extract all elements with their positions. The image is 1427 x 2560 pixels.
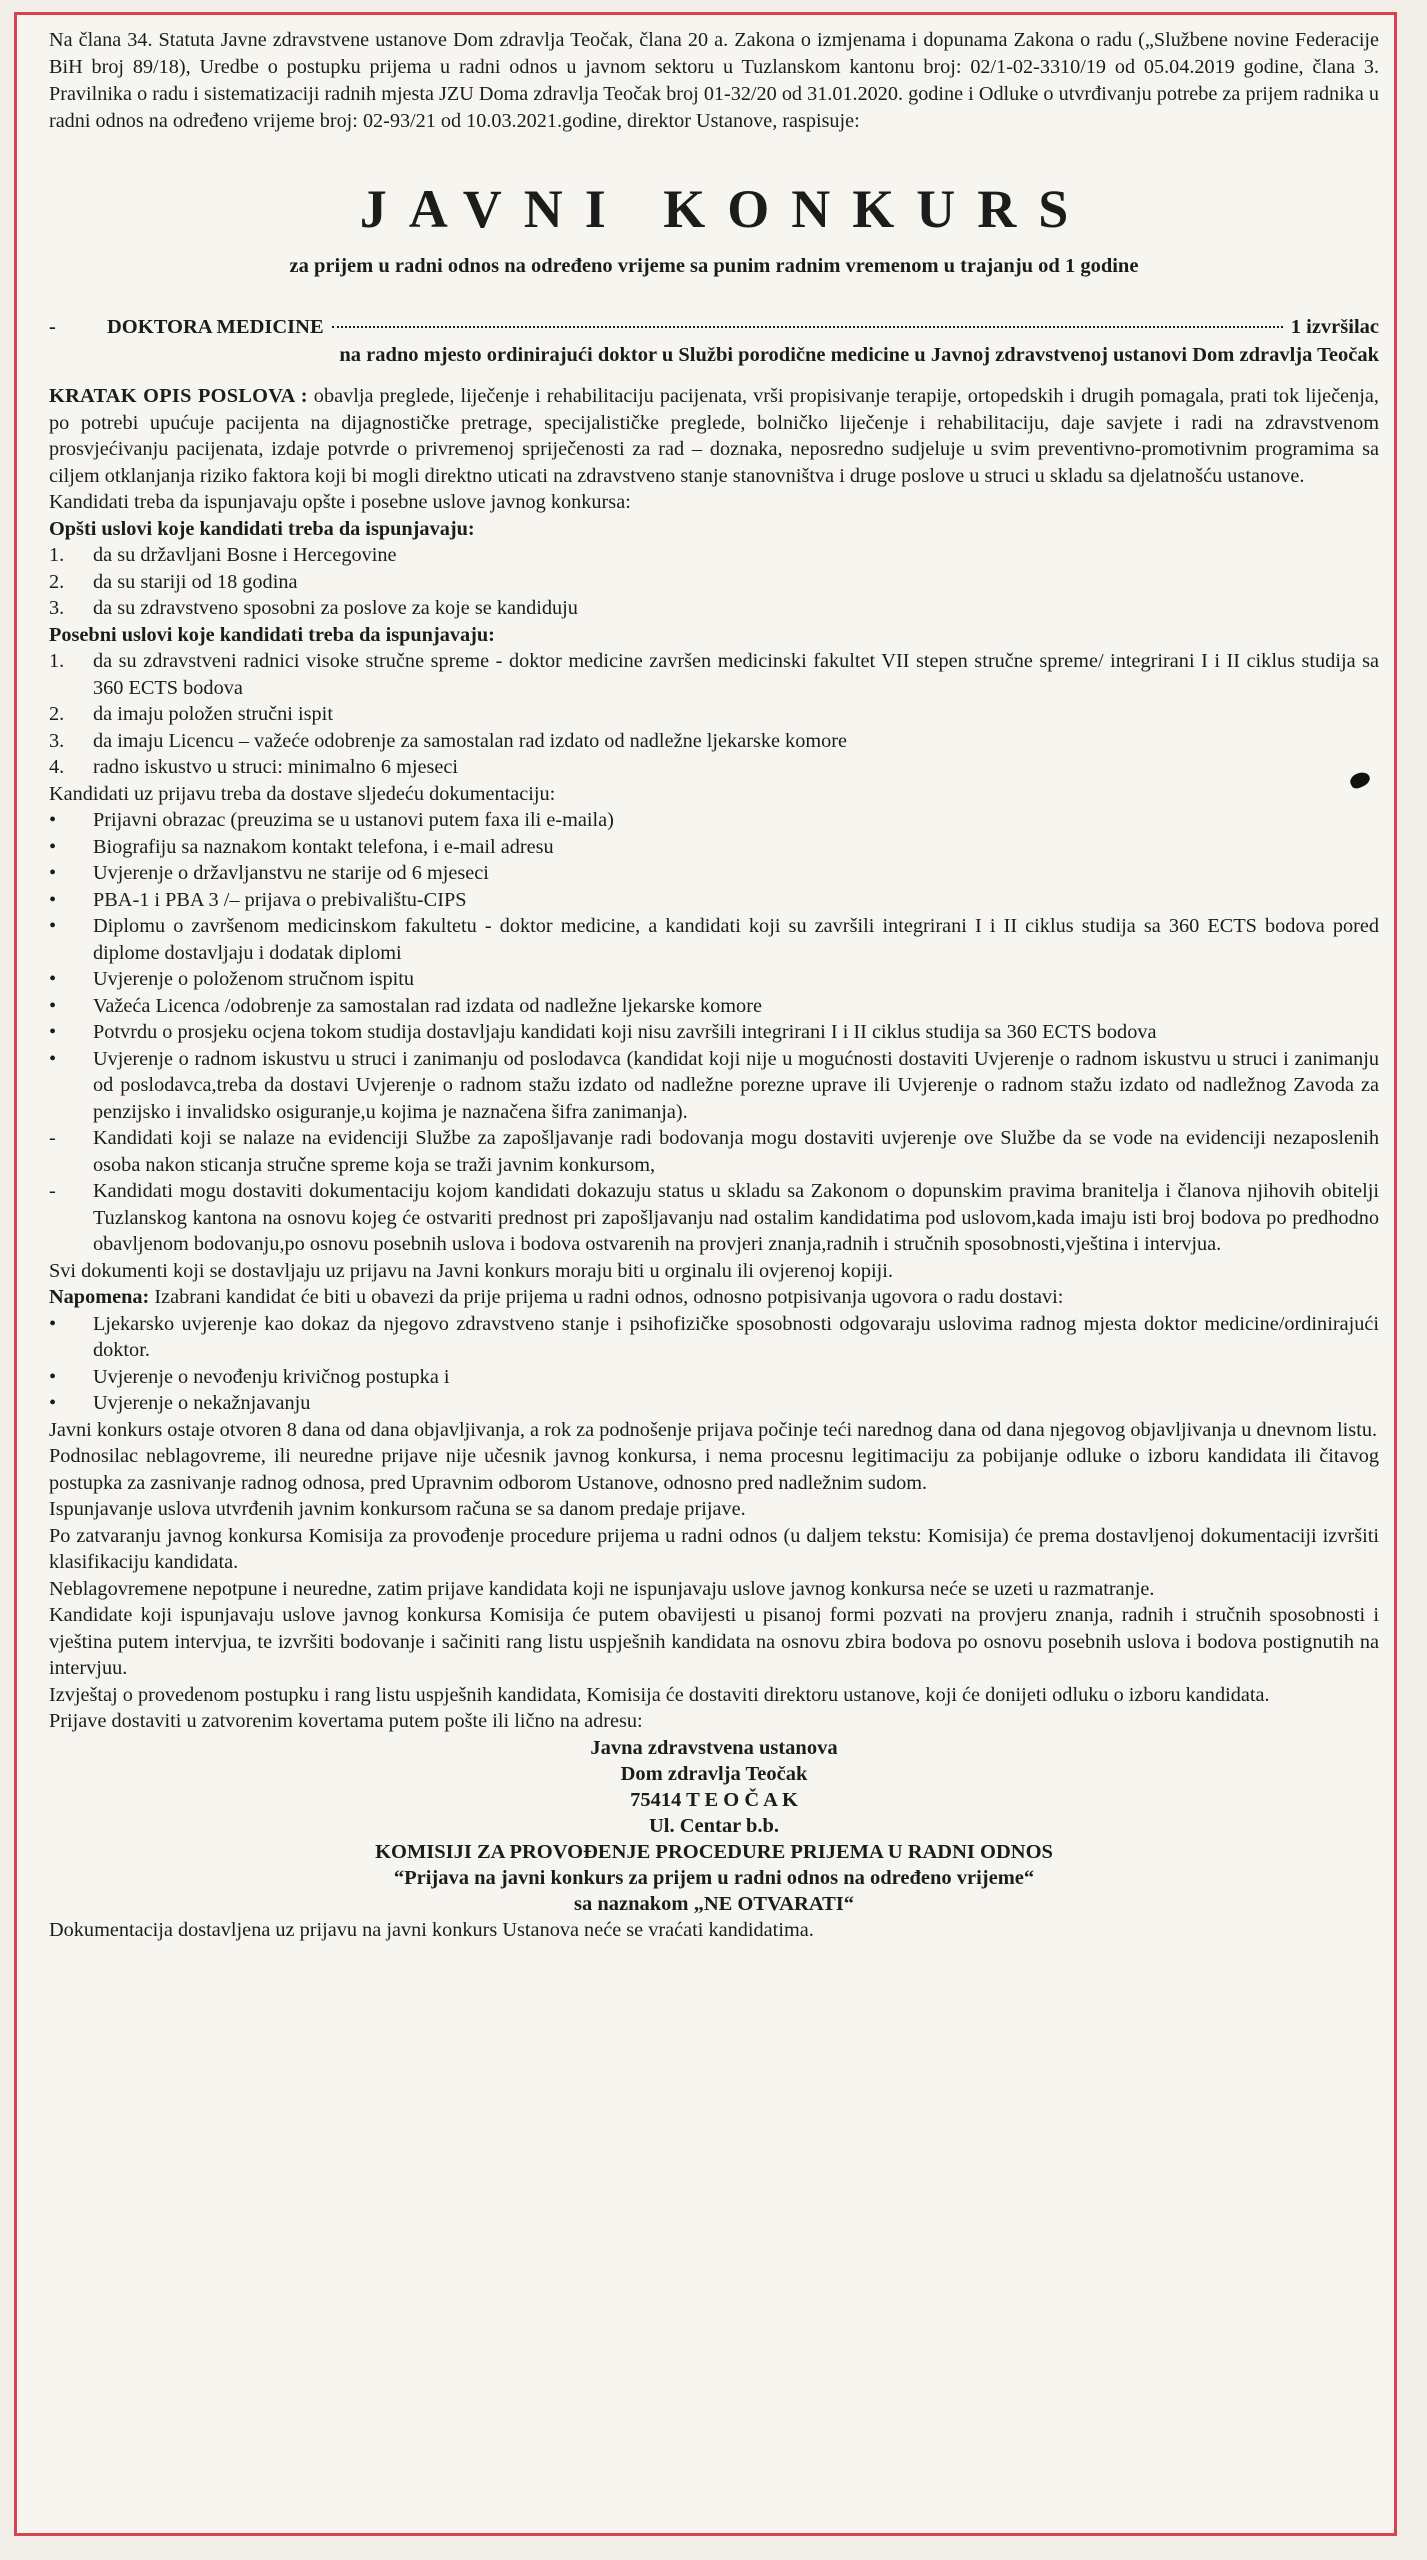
position-dash: -	[49, 316, 56, 338]
remark	[49, 1284, 1379, 1311]
list-marker: -	[49, 1180, 56, 1202]
special-condition-item	[49, 754, 1379, 781]
special-conditions-heading: Posebni uslovi koje kandidati treba da ispunjavaju:	[49, 623, 495, 646]
list-item-text: da su zdravstveni radnici visoke stručne spreme - doktor medicine završen medicinski fakultet VII stepen stručne spreme/ integrirani I i II ciklus studija sa 360 ECTS bodova	[93, 650, 1379, 699]
general-condition-item	[49, 542, 1379, 569]
procedure-paragraph: Izvještaj o provedenom postupku i rang listu uspješnih kandidata, Komisija će dostaviti direktoru ustanove, koji će donijeti odluku o izboru kandidata.	[49, 1683, 1270, 1706]
list-marker: •	[49, 1047, 57, 1070]
list-item-text: Uvjerenje o radnom iskustvu u struci i zanimanju od poslodavca (kandidat koji nije u mogućnosti dostaviti Uvjerenje o radnom iskustvu u struci i zanimanju od poslodavca,treba da dostavi Uvjerenje o radnom stažu izdato od nadležne porezne uprave ili Uvjerenje o radnom stažu izdato od nadležnog Zavoda za penzijsko i invalidsko osiguranje,u kojima je naznačena šifra zanimanja).	[93, 1047, 1379, 1123]
announcement-content	[49, 27, 1379, 1943]
announcement-frame	[14, 12, 1397, 2536]
document-item	[49, 913, 1379, 966]
document-item	[49, 1125, 1379, 1178]
list-item-text: da imaju Licencu – važeće odobrenje za samostalan rad izdato od nadležne ljekarske komore	[93, 729, 848, 752]
list-item-text: Ljekarsko uvjerenje kao dokaz da njegovo zdravstveno stanje i psihofizičke sposobnosti odgovaraju uslovima radnog mjesta doktor medicine/ordinirajući doktor.	[93, 1312, 1379, 1361]
announcement-title: JAVNI KONKURS	[359, 179, 1091, 239]
general-conditions-list	[49, 542, 1379, 622]
list-item-text: Uvjerenje o nevođenju krivičnog postupka i	[93, 1365, 450, 1388]
list-item-text: da imaju položen stručni ispit	[93, 703, 333, 725]
procedure-paragraph: Po zatvaranju javnog konkursa Komisija za provođenje procedure prijema u radni odnos (u daljem tekstu: Komisija) će prema dostavljenoj dokumentaciji izvršiti klasifikaciju kandidata.	[49, 1524, 1379, 1573]
documents-intro: Kandidati uz prijavu treba da dostave sljedeću dokumentaciju:	[49, 782, 556, 805]
position-description: na radno mjesto ordinirajući doktor u Službi porodične medicine u Javnoj zdravstvenoj ustanovi Dom zdravlja Teočak	[339, 344, 1379, 366]
list-item-text: Potvrdu o prosjeku ocjena tokom studija dostavljaju kandidati koji nisu završili integrirani I i II ciklus studija sa 360 ECTS bodova	[93, 1021, 1157, 1043]
documents-list	[49, 807, 1379, 1258]
list-item-text: radno iskustvo u struci: minimalno 6 mjeseci	[93, 756, 459, 778]
list-marker: •	[49, 1312, 57, 1335]
commission-line: KOMISIJI ZA PROVOĐENJE PROCEDURE PRIJEMA U RADNI ODNOS	[375, 1840, 1053, 1863]
document-item	[49, 887, 1379, 914]
document-item	[49, 834, 1379, 861]
document-item	[49, 1019, 1379, 1046]
list-marker: -	[49, 1127, 56, 1149]
position-count: 1 izvršilac	[1290, 316, 1379, 338]
procedure-paragraph: Kandidate koji ispunjavaju uslove javnog konkursa Komisija će putem obavijesti u pisanoj formi pozvati na provjeru znanja, radnih i stručnih sposobnosti i vještina putem intervjua, te izvršiti bodovanje i sačiniti rang listu uspješnih kandidata na osnovu zbira bodova po osnovu posebnih uslova i bodova postignutih na intervjuu.	[49, 1604, 1379, 1679]
list-item-text: Kandidati mogu dostaviti dokumentaciju kojom kandidati dokazuju status u skladu sa Zakonom o dopunskim pravima branitelja i članova njihovih obitelji Tuzlanskog kantona na osnovu kojeg će ostvariti prednost pri zapošljavanju nad ostalim kandidatima pod uslovom,kada imaju isti broj bodova po predhodno obavljenom bodovanju,po osnovu posebnih uslova i bodova ostvarenih na provjeri znanja,radnih i stručnih sposobnosti,vještina i intervjua.	[93, 1180, 1379, 1255]
special-condition-item	[49, 701, 1379, 728]
special-condition-item	[49, 728, 1379, 755]
address-line: Javna zdravstvena ustanova	[590, 1736, 838, 1759]
list-item-text: Diplomu o završenom medicinskom fakultetu - doktor medicine, a kandidati koji su završili integrirani I i II ciklus studija sa 360 ECTS bodova pored diplome dostavljaju i dodatak diplomi	[93, 915, 1379, 964]
remark-item	[49, 1311, 1379, 1364]
list-marker: 1.	[49, 650, 65, 672]
commission-line: “Prijava na javni konkurs za prijem u radni odnos na određeno vrijeme“	[393, 1866, 1035, 1889]
general-condition-item	[49, 569, 1379, 596]
procedure-paragraph: Ispunjavanje uslova utvrđenih javnim konkursom računa se sa danom predaje prijave.	[49, 1498, 746, 1520]
document-item	[49, 807, 1379, 834]
general-condition-item	[49, 595, 1379, 622]
document-item	[49, 1178, 1379, 1258]
list-marker: 2.	[49, 570, 65, 593]
procedure-paragraph: Neblagovremene nepotpune i neuredne, zatim prijave kandidata koji ne ispunjavaju uslove javnog konkursa neće se uzeti u razmatranje.	[49, 1577, 1155, 1600]
position-leader-dots	[332, 326, 1283, 328]
list-marker: •	[49, 835, 57, 858]
list-item-text: Biografiju sa naznakom kontakt telefona, i e-mail adresu	[93, 835, 554, 858]
list-marker: •	[49, 888, 57, 911]
remark-label: Napomena:	[49, 1286, 150, 1308]
job-description-label: KRATAK OPIS POSLOVA :	[49, 385, 308, 407]
list-marker: 1.	[49, 544, 65, 566]
list-item-text: Prijavni obrazac (preuzima se u ustanovi putem faxa ili e-maila)	[93, 809, 614, 831]
list-item-text: Uvjerenje o državljanstvu ne starije od 6 mjeseci	[93, 862, 489, 884]
job-description	[49, 383, 1379, 489]
list-item-text: Kandidati koji se nalaze na evidenciji Službe za zapošljavanje radi bodovanja mogu dostaviti uvjerenje ove Službe da se vode na evidenciji nezaposlenih osoba nakon sticanja stručne spreme koja se traži javnim konkursom,	[93, 1127, 1379, 1176]
address-line: Dom zdravlja Teočak	[620, 1762, 808, 1785]
list-marker: 3.	[49, 597, 65, 619]
list-marker: 2.	[49, 703, 65, 725]
list-marker: •	[49, 994, 57, 1017]
remark-text: Izabrani kandidat će biti u obavezi da prije prijema u radni odnos, odnosno potpisivanja ugovora o radu dostavi:	[149, 1286, 1064, 1308]
address-line: Ul. Centar b.b.	[648, 1814, 780, 1837]
announcement-body	[49, 383, 1379, 1735]
commission-block	[49, 1839, 1379, 1917]
legal-basis-paragraph: Na člana 34. Statuta Javne zdravstvene ustanove Dom zdravlja Teočak, člana 20 a. Zakona o izmjenama i dopunama Zakona o radu („Službene novine Federacije BiH broj 89/18), Uredbe o postupku prijema u radni odnos u javnom sektoru u Tuzlanskom kantonu broj: 02/1-02-3310/19 od 05.04.2019 godine, člana 3. Pravilnika o radu i sistematizaciji radnih mjesta JZU Doma zdravlja Teočak broj 01-32/20 od 31.01.2020. godine i Odluke o utvrđivanju potrebe za prijem radnika u radni odnos na određeno vrijeme broj: 02-93/21 od 10.03.2021.godine, direktor Ustanove, raspisuje:	[49, 29, 1379, 132]
procedure-paragraph: Podnosilac neblagovreme, ili neuredne prijave nije učesnik javnog konkursa, i nema procesnu legitimaciju za pobijanje odluke o izboru kandidata ili čitavog postupka za zasnivanje radnog odnosa, pred Upravnim odborom Ustanove, odnosno pred nadležnim sudom.	[49, 1445, 1379, 1494]
commission-line: sa naznakom „NE OTVARATI“	[573, 1892, 855, 1915]
procedure-paragraphs	[49, 1417, 1379, 1735]
list-item-text: Važeća Licenca /odobrenje za samostalan rad izdata od nadležne ljekarske komore	[93, 994, 762, 1017]
address-line: 75414 T E O Č A K	[630, 1788, 798, 1811]
originals-note: Svi dokumenti koji se dostavljaju uz prijavu na Javni konkurs moraju biti u orginalu ili ovjerenoj kopiji.	[49, 1259, 894, 1282]
document-item	[49, 966, 1379, 993]
final-note: Dokumentacija dostavljena uz prijavu na javni konkurs Ustanova neće se vraćati kandidatima.	[49, 1918, 814, 1941]
position-name: DOKTORA MEDICINE	[107, 316, 324, 338]
general-conditions-heading: Opšti uslovi koje kandidati treba da ispunjavaju:	[49, 517, 475, 540]
list-marker: •	[49, 915, 57, 937]
document-item	[49, 860, 1379, 887]
list-marker: •	[49, 968, 57, 990]
list-item-text: Uvjerenje o položenom stručnom ispitu	[93, 968, 415, 990]
announcement-subtitle: za prijem u radni odnos na određeno vrijeme sa punim radnim vremenom u trajanju od 1 godine	[289, 255, 1139, 277]
document-item	[49, 1046, 1379, 1126]
remark-list	[49, 1311, 1379, 1417]
list-item-text: Uvjerenje o nekažnjavanju	[93, 1392, 311, 1414]
list-marker: 3.	[49, 729, 65, 752]
delivery-address	[49, 1735, 1379, 1839]
list-item-text: da su zdravstveno sposobni za poslove za koje se kandiduju	[93, 597, 578, 619]
document-item	[49, 993, 1379, 1020]
job-description-text: obavlja preglede, liječenje i rehabilitaciju pacijenata, vrši propisivanje terapije, ortopedskih i drugih pomagala, prati tok liječenja, po potrebi upućuje pacijenta na dijagnostičke pretrage, specijalističke preglede, bolničko liječenje i rehabilitaciju, daje savjete i radi na zdravstvenom prosvjećivanju pacijenata, izdaje potvrde o privremenoj spriječenosti za rad – doznaka, neposredno sudjeluje u svim preventivno-promotivnim programima sa ciljem otklanjanja riziko faktora koji bi mogli direktno uticati na zdravstveno stanje stanovništva i druge poslove u struci u skladu sa djelatnošću ustanove.	[49, 385, 1379, 487]
list-item-text: PBA-1 i PBA 3 /– prijava o prebivalištu-CIPS	[93, 888, 467, 911]
special-conditions-list	[49, 648, 1379, 781]
list-marker: •	[49, 1365, 57, 1388]
list-marker: •	[49, 1392, 57, 1414]
remark-item	[49, 1390, 1379, 1417]
procedure-paragraph: Javni konkurs ostaje otvoren 8 dana od dana objavljivanja, a rok za podnošenje prijava počinje teći narednog dana od dana njegovog objavljivanja u dnevnom listu.	[49, 1418, 1378, 1441]
conditions-intro: Kandidati treba da ispunjavaju opšte i posebne uslove javnog konkursa:	[49, 491, 631, 513]
position-block	[49, 313, 1379, 369]
list-marker: •	[49, 862, 57, 884]
special-condition-item	[49, 648, 1379, 701]
list-marker: •	[49, 809, 57, 831]
list-item-text: da su državljani Bosne i Hercegovine	[93, 544, 397, 566]
remark-item	[49, 1364, 1379, 1391]
list-marker: 4.	[49, 756, 65, 778]
list-marker: •	[49, 1021, 57, 1043]
procedure-paragraph: Prijave dostaviti u zatvorenim kovertama putem pošte ili lično na adresu:	[49, 1710, 643, 1732]
list-item-text: da su stariji od 18 godina	[93, 570, 298, 593]
